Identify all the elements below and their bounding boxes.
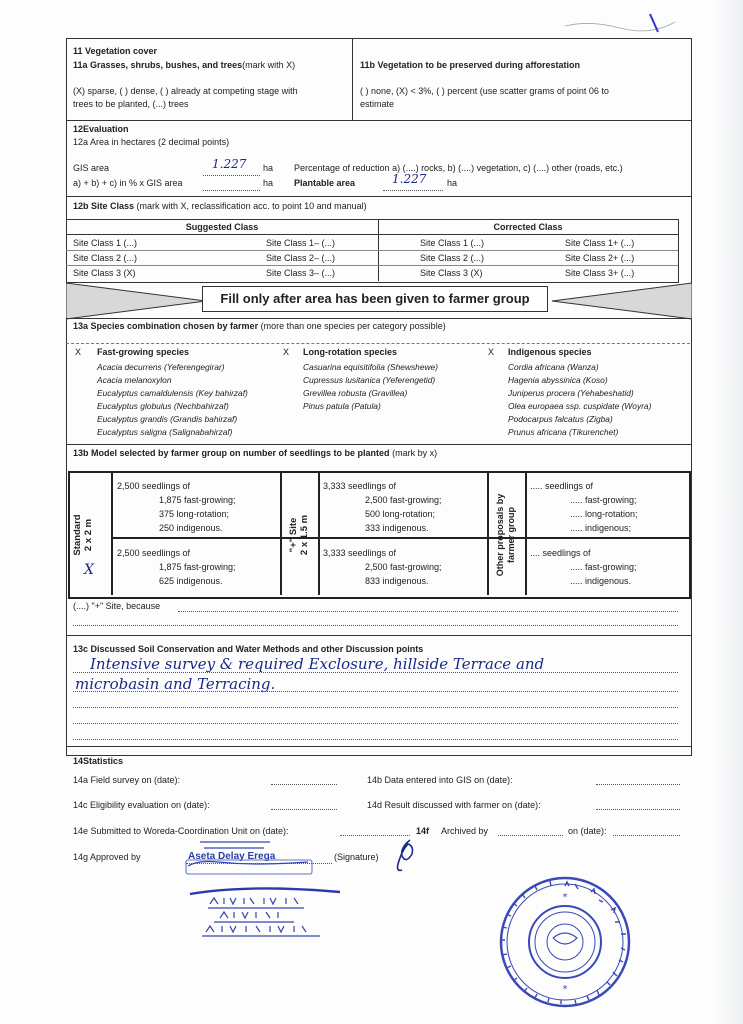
cell-line: 2,500 fast-growing; — [365, 495, 442, 505]
s13b-title-text: 13b Model selected by farmer group on number of seedlings to be planted — [73, 448, 390, 458]
standard-bottom-cell — [117, 546, 236, 588]
sum-unit: ha — [263, 178, 274, 188]
s12b-title-text: 12b Site Class — [73, 201, 135, 211]
site-class-cell: Site Class 2 (...) — [73, 253, 138, 263]
s11a-title — [73, 60, 295, 70]
s13a-title — [73, 321, 446, 331]
signature-scribble — [392, 836, 422, 876]
species-item: Acacia melanoxylon — [97, 375, 172, 385]
indigenous-species-list — [508, 361, 651, 439]
species-item: Eucalyptus globulus (Nechbahirzaf) — [97, 401, 229, 411]
species-item: Casuarina equisitifolia (Shewshewe) — [303, 362, 438, 372]
svg-text:*: * — [562, 892, 568, 903]
species-item: Prunus africana (Tikurenchet) — [508, 427, 619, 437]
signature-label: (Signature) — [334, 852, 379, 862]
gis-area-value: 1.227 — [212, 157, 247, 171]
s12b-hint: (mark with X, reclassification acc. to point 10 and manual) — [136, 201, 367, 211]
species-item: Cordia africana (Wanza) — [508, 362, 599, 372]
s13c-title: 13c Discussed Soil Conservation and Water Methods and other Discussion points — [73, 644, 424, 654]
s14d-label: 14d Result discussed with farmer on (date): — [367, 800, 541, 810]
s11a-hint: (mark with X) — [242, 60, 296, 70]
approver-name: Aseta Delay Erega — [188, 851, 276, 862]
s11b-text2: estimate — [360, 99, 395, 109]
site-class-cell: Site Class 2– (...) — [266, 253, 336, 263]
species-item: Podocarpus falcatus (Zigba) — [508, 414, 613, 424]
species-item: Grevillea robusta (Gravillea) — [303, 388, 408, 398]
suggested-class-header: Suggested Class — [185, 222, 259, 232]
species-item: Eucalyptus camaldulensis (Key bahirzaf) — [97, 388, 248, 398]
s14a-label: 14a Field survey on (date): — [73, 775, 181, 785]
cell-line: 625 indigenous. — [159, 576, 223, 586]
s13a-hint: (more than one species per category possible) — [260, 321, 446, 331]
other-top-cell — [530, 479, 638, 535]
s11b-text1: ( ) none, (X) < 3%, ( ) percent (use scatter grams of point 06 to — [360, 86, 609, 96]
species-item: Eucalyptus grandis (Grandis bahirzaf) — [97, 414, 238, 424]
s14-title: 14Statistics — [73, 756, 124, 766]
s14f-label: Archived by — [441, 826, 489, 836]
s13a-title-text: 13a Species combination chosen by farmer — [73, 321, 259, 331]
long-x: X — [283, 347, 290, 357]
standard-label — [72, 500, 94, 570]
site-class-cell: Site Class 2 (...) — [420, 253, 485, 263]
standard-label-text: Standard — [72, 514, 83, 556]
species-item: Acacia decurrens (Yeferengegirar) — [97, 362, 225, 372]
scan-mark — [560, 8, 680, 38]
cell-line: ..... indigenous; — [570, 523, 632, 533]
fast-species-list — [97, 361, 248, 439]
site-class-cell: Site Class 3– (...) — [266, 268, 336, 278]
species-item: Juniperus procera (Yehabeshatid) — [508, 388, 634, 398]
site-class-cell: Site Class 1+ (...) — [565, 238, 635, 248]
cell-line: 3,333 seedlings of — [323, 548, 397, 558]
s13b-hint: (mark by x) — [392, 448, 438, 458]
fast-x: X — [75, 347, 82, 357]
cell-line: 250 indigenous. — [159, 523, 223, 533]
standard-mark: X — [84, 562, 94, 578]
cell-line: ..... long-rotation; — [570, 509, 638, 519]
s12b-title — [73, 201, 367, 211]
site-class-cell: Site Class 3 (X) — [73, 268, 136, 278]
cell-line: ..... fast-growing; — [570, 562, 637, 572]
plantable-unit: ha — [447, 178, 458, 188]
plus-site-label — [288, 500, 310, 570]
site-class-cell: Site Class 1 (...) — [73, 238, 138, 248]
s12a-title: 12a Area in hectares (2 decimal points) — [73, 137, 230, 147]
official-seal — [495, 872, 635, 1012]
cell-line: 2,500 fast-growing; — [365, 562, 442, 572]
s11-title: 11 Vegetation cover — [73, 46, 158, 56]
site-class-cell: Site Class 3 (X) — [420, 268, 483, 278]
cell-line: ..... indigenous. — [570, 576, 632, 586]
fast-species-title: Fast-growing species — [97, 347, 190, 357]
other-bottom-cell — [530, 546, 637, 588]
cell-line: 500 long-rotation; — [365, 509, 436, 519]
species-item: Cupressus lusitanica (Yeferengetid) — [303, 375, 436, 385]
species-item: Eucalyptus saligna (Salignabahirzaf) — [97, 427, 233, 437]
other-proposals-text2: farmer group — [506, 507, 516, 564]
species-item: Olea europaea ssp. cuspidate (Woyra) — [508, 401, 652, 411]
indigenous-species-title: Indigenous species — [508, 347, 592, 357]
s11b-title: 11b Vegetation to be preserved during afforestation — [360, 60, 581, 70]
name-stamp — [180, 836, 350, 946]
cell-line: 833 indigenous. — [365, 576, 429, 586]
other-proposals-text: Other proposals by — [495, 493, 505, 577]
plus-top-cell — [323, 479, 442, 535]
reduction-label: Percentage of reduction a) (....) rocks, b) (....) vegetation, c) (....) other (roads, etc.) — [294, 163, 623, 173]
standard-size: 2 x 2 m — [83, 518, 94, 552]
cell-line: 2,500 seedlings of — [117, 548, 191, 558]
long-species-title: Long-rotation species — [303, 347, 398, 357]
cell-line: 3,333 seedlings of — [323, 481, 397, 491]
s11a-title-text: 11a Grasses, shrubs, bushes, and trees — [73, 60, 243, 70]
corrected-class-header: Corrected Class — [493, 222, 563, 232]
cell-line: 1,875 fast-growing; — [159, 495, 236, 505]
cell-line: 1,875 fast-growing; — [159, 562, 236, 572]
plus-site-because: (....) "+" Site, because — [73, 601, 161, 611]
site-class-cell: Site Class 3+ (...) — [565, 268, 635, 278]
cell-line: 333 indigenous. — [365, 523, 429, 533]
long-species-list — [303, 361, 438, 413]
s14c-label: 14c Eligibility evaluation on (date): — [73, 800, 210, 810]
site-class-cell: Site Class 1 (...) — [420, 238, 485, 248]
s14f-on: on (date): — [568, 826, 607, 836]
s13c-handwritten-line1: Intensive survey & required Exclosure, hillside Terrace and — [90, 655, 545, 673]
cell-line: 375 long-rotation; — [159, 509, 230, 519]
s11a-text2: trees to be planted, (...) trees — [73, 99, 189, 109]
scan-edge — [714, 0, 743, 1024]
other-proposals-label — [495, 490, 517, 580]
plus-bottom-cell — [323, 546, 442, 588]
s14e-label: 14e Submitted to Woreda-Coordination Unit on (date): — [73, 826, 289, 836]
plus-site-label-text: "+" Site — [288, 517, 299, 553]
sum-label: a) + b) + c) in % x GIS area — [73, 178, 183, 188]
fill-after-banner: Fill only after area has been given to farmer group — [202, 286, 548, 312]
s11a-text1: (X) sparse, ( ) dense, ( ) already at competing stage with — [73, 86, 298, 96]
s14b-label: 14b Data entered into GIS on (date): — [367, 775, 513, 785]
s13b-title — [73, 448, 437, 458]
s12-title: 12Evaluation — [73, 124, 129, 134]
cell-line: ..... seedlings of — [530, 481, 594, 491]
species-item: Hagenia abyssinica (Koso) — [508, 375, 608, 385]
plantable-value: 1.227 — [392, 172, 427, 186]
s13c-handwritten-line2: microbasin and Terracing. — [75, 675, 276, 693]
s14f-number: 14f — [416, 826, 430, 836]
gis-area-label: GIS area — [73, 163, 110, 173]
cell-line: .... seedlings of — [530, 548, 591, 558]
gis-area-unit: ha — [263, 163, 274, 173]
svg-text:*: * — [562, 984, 568, 995]
standard-top-cell — [117, 479, 236, 535]
cell-line: 2,500 seedlings of — [117, 481, 191, 491]
s14g-label: 14g Approved by — [73, 852, 141, 862]
cell-line: ..... fast-growing; — [570, 495, 637, 505]
indigenous-x: X — [488, 347, 495, 357]
plantable-label: Plantable area — [294, 178, 356, 188]
plus-site-size: 2 x 1.5 m — [299, 514, 310, 556]
species-item: Pinus patula (Patula) — [303, 401, 381, 411]
site-class-cell: Site Class 2+ (...) — [565, 253, 635, 263]
site-class-cell: Site Class 1– (...) — [266, 238, 336, 248]
